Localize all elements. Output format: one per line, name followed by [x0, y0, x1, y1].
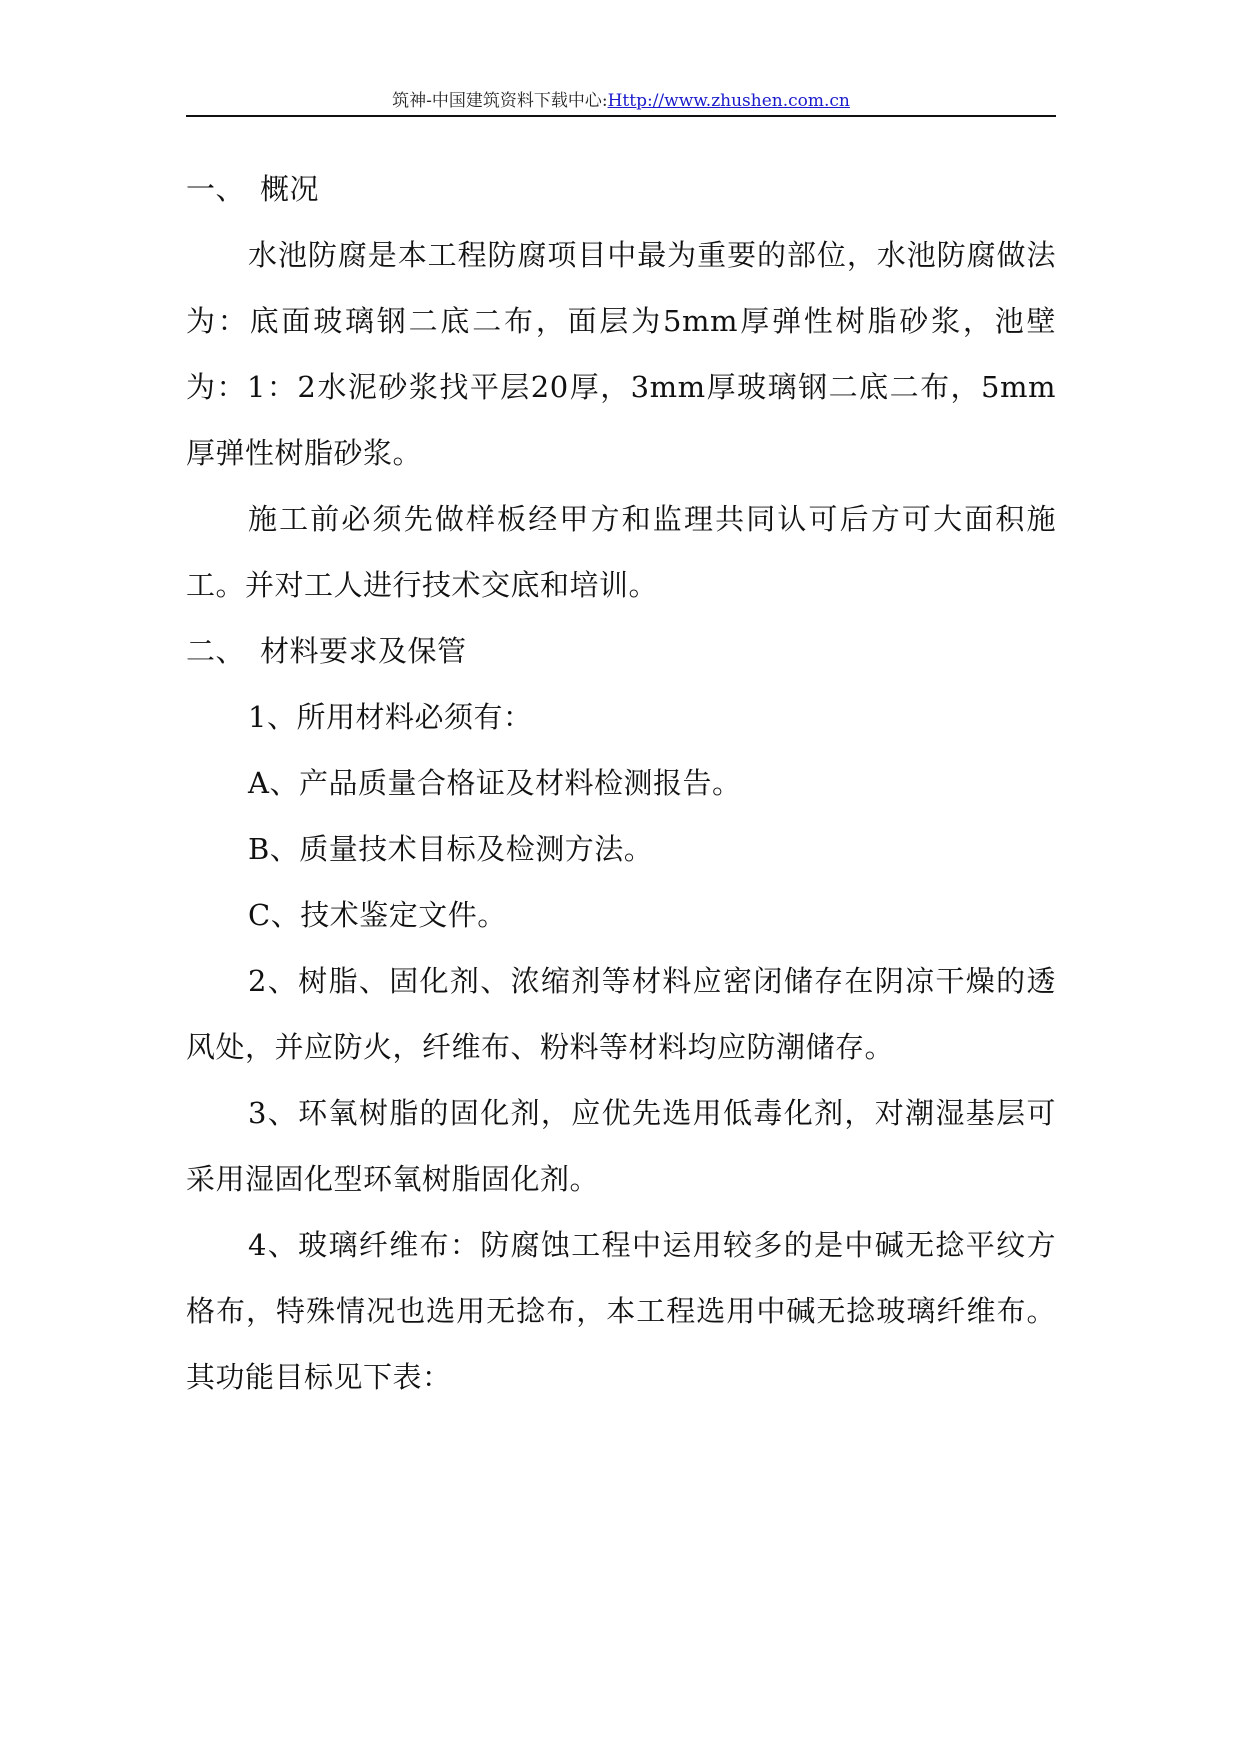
- item-3: 3、环氧树脂的固化剂，应优先选用低毒化剂，对潮湿基层可采用湿固化型环氧树脂固化剂。: [186, 1096, 1056, 1196]
- section-1-title: 概况: [260, 172, 320, 206]
- section-1-paragraph-1: 水池防腐是本工程防腐项目中最为重要的部位，水池防腐做法为：底面玻璃钢二底二布，面层为5mm厚弹性树脂砂浆，池壁为：1：2水泥砂浆找平层20厚，3mm厚玻璃钢二底二布，5mm厚弹性树脂砂浆。: [186, 238, 1056, 470]
- item-2: 2、树脂、固化剂、浓缩剂等材料应密闭储存在阴凉干燥的透风处，并应防火，纤维布、粉料等材料均应防潮储存。: [186, 964, 1056, 1064]
- document-body: [186, 156, 1056, 1410]
- section-2-number: 二、: [186, 634, 246, 668]
- section-2-title: 材料要求及保管: [260, 634, 467, 668]
- item-1: 1、所用材料必须有：: [248, 700, 533, 734]
- item-1b: B、质量技术目标及检测方法。: [248, 832, 654, 866]
- item-1a: A、产品质量合格证及材料检测报告。: [248, 766, 742, 800]
- section-1-heading: [186, 156, 1056, 222]
- section-1-number: 一、: [186, 172, 246, 206]
- section-2-heading: [186, 618, 1056, 684]
- item-4: 4、玻璃纤维布：防腐蚀工程中运用较多的是中碱无捻平纹方格布，特殊情况也选用无捻布，本工程选用中碱无捻玻璃纤维布。其功能目标见下表：: [186, 1228, 1056, 1394]
- header-site-text: 筑神-中国建筑资料下载中心:: [392, 91, 608, 111]
- header-divider: [186, 115, 1056, 117]
- item-1c: C、技术鉴定文件。: [248, 898, 507, 932]
- section-1-paragraph-2: 施工前必须先做样板经甲方和监理共同认可后方可大面积施工。并对工人进行技术交底和培训。: [186, 502, 1056, 602]
- page-header: [186, 88, 1056, 114]
- header-link[interactable]: Http://www.zhushen.com.cn: [607, 91, 850, 111]
